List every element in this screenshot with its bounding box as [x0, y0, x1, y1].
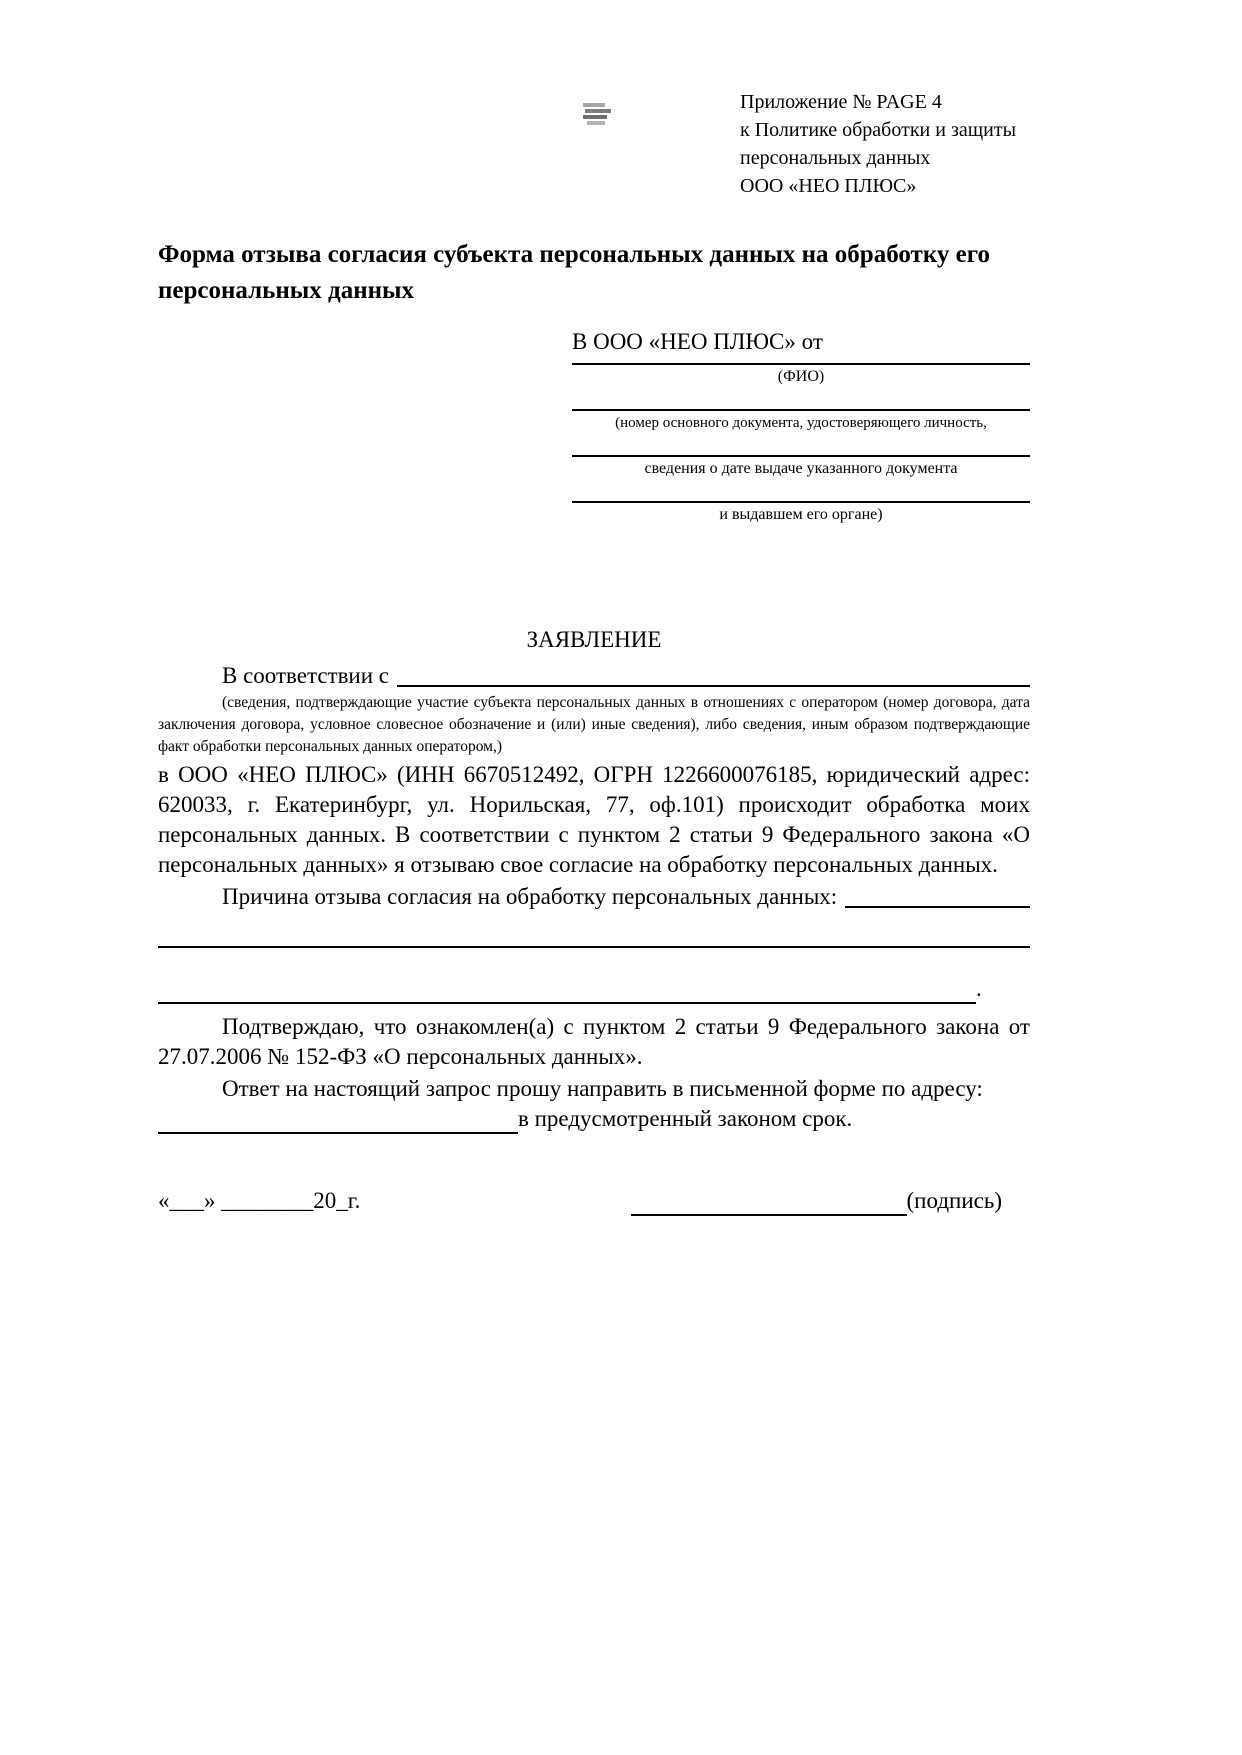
field-caption-document-number: (номер основного документа, удостоверяющего личность, — [615, 415, 987, 431]
field-code-artifact-icon — [583, 103, 609, 133]
field-caption-fio: (ФИО) — [777, 368, 825, 385]
fio-blank-field — [572, 363, 1030, 387]
date-signature-row — [158, 1186, 1030, 1216]
statement-heading: ЗАЯВЛЕНИЕ — [526, 627, 662, 652]
reply-address-line — [158, 1104, 1030, 1134]
blank-line — [845, 906, 1030, 908]
accordance-line — [158, 661, 1030, 691]
blank-line — [158, 946, 1030, 948]
document-number-blank-field — [572, 409, 1030, 433]
blank-line-with-period — [158, 974, 1030, 1004]
appendix-line-2: к Политике обработки и защиты — [740, 119, 1017, 141]
fine-print-note: (сведения, подтверждающие участие субъекта персональных данных в отношениях с оператором (номер договора, дата заключения договора, условное словесное обозначение и (или) иные сведения), либо сведения, иным образом подтверждающие факт обработки персональных данных оператором,) — [158, 694, 1030, 755]
addressee-to-line: В ООО «НЕО ПЛЮС» от — [572, 329, 823, 354]
main-paragraph: в ООО «НЕО ПЛЮС» (ИНН 6670512492, ОГРН 1226600076185, юридический адрес: 620033, г. Екатеринбург, ул. Норильская, 77, оф.101) происходит обработка моих персональных данных. В соответствии с пунктом 2 статьи 9 Федерального закона «О персональных данных» я отзываю свое согласие на обработку персональных данных. — [158, 762, 1030, 877]
issuing-authority-blank-field — [572, 501, 1030, 525]
reason-prefix: Причина отзыва согласия на обработку персональных данных: — [222, 884, 838, 909]
appendix-block — [740, 88, 1016, 200]
reply-suffix: в предусмотренный законом срок. — [518, 1106, 853, 1131]
field-caption-issue-date: сведения о дате выдаче указанного документа — [644, 460, 958, 477]
signature-line — [631, 1200, 907, 1216]
appendix-line-1: Приложение № PAGE 4 — [740, 91, 942, 113]
accordance-prefix: В соответствии с — [222, 663, 390, 688]
reply-prefix-line: Ответ на настоящий запрос прошу направить в письменной форме по адресу: — [222, 1076, 983, 1101]
issue-date-blank-field — [572, 455, 1030, 479]
blank-line — [158, 988, 976, 1004]
period-text: . — [976, 976, 982, 1001]
field-caption-issuing-authority: и выдавшем его органе) — [719, 506, 883, 523]
addressee-block — [572, 327, 1030, 525]
document-title: Форма отзыва согласия субъекта персональных данных на обработку его персональных данных — [158, 241, 990, 304]
confirmation-paragraph: Подтверждаю, что ознакомлен(а) с пунктом 2 статьи 9 Федерального закона от 27.07.2006 № 152-ФЗ «О персональных данных». — [158, 1014, 1030, 1069]
blank-line — [158, 1118, 518, 1134]
signature-caption: (подпись) — [906, 1188, 1002, 1213]
blank-line — [397, 685, 1030, 687]
date-blank: «___» ________20_г. — [158, 1188, 361, 1213]
appendix-line-4: ООО «НЕО ПЛЮС» — [740, 175, 917, 197]
reason-line — [158, 882, 1030, 912]
appendix-line-3: персональных данных — [740, 147, 931, 169]
signature-group — [631, 1186, 1002, 1216]
